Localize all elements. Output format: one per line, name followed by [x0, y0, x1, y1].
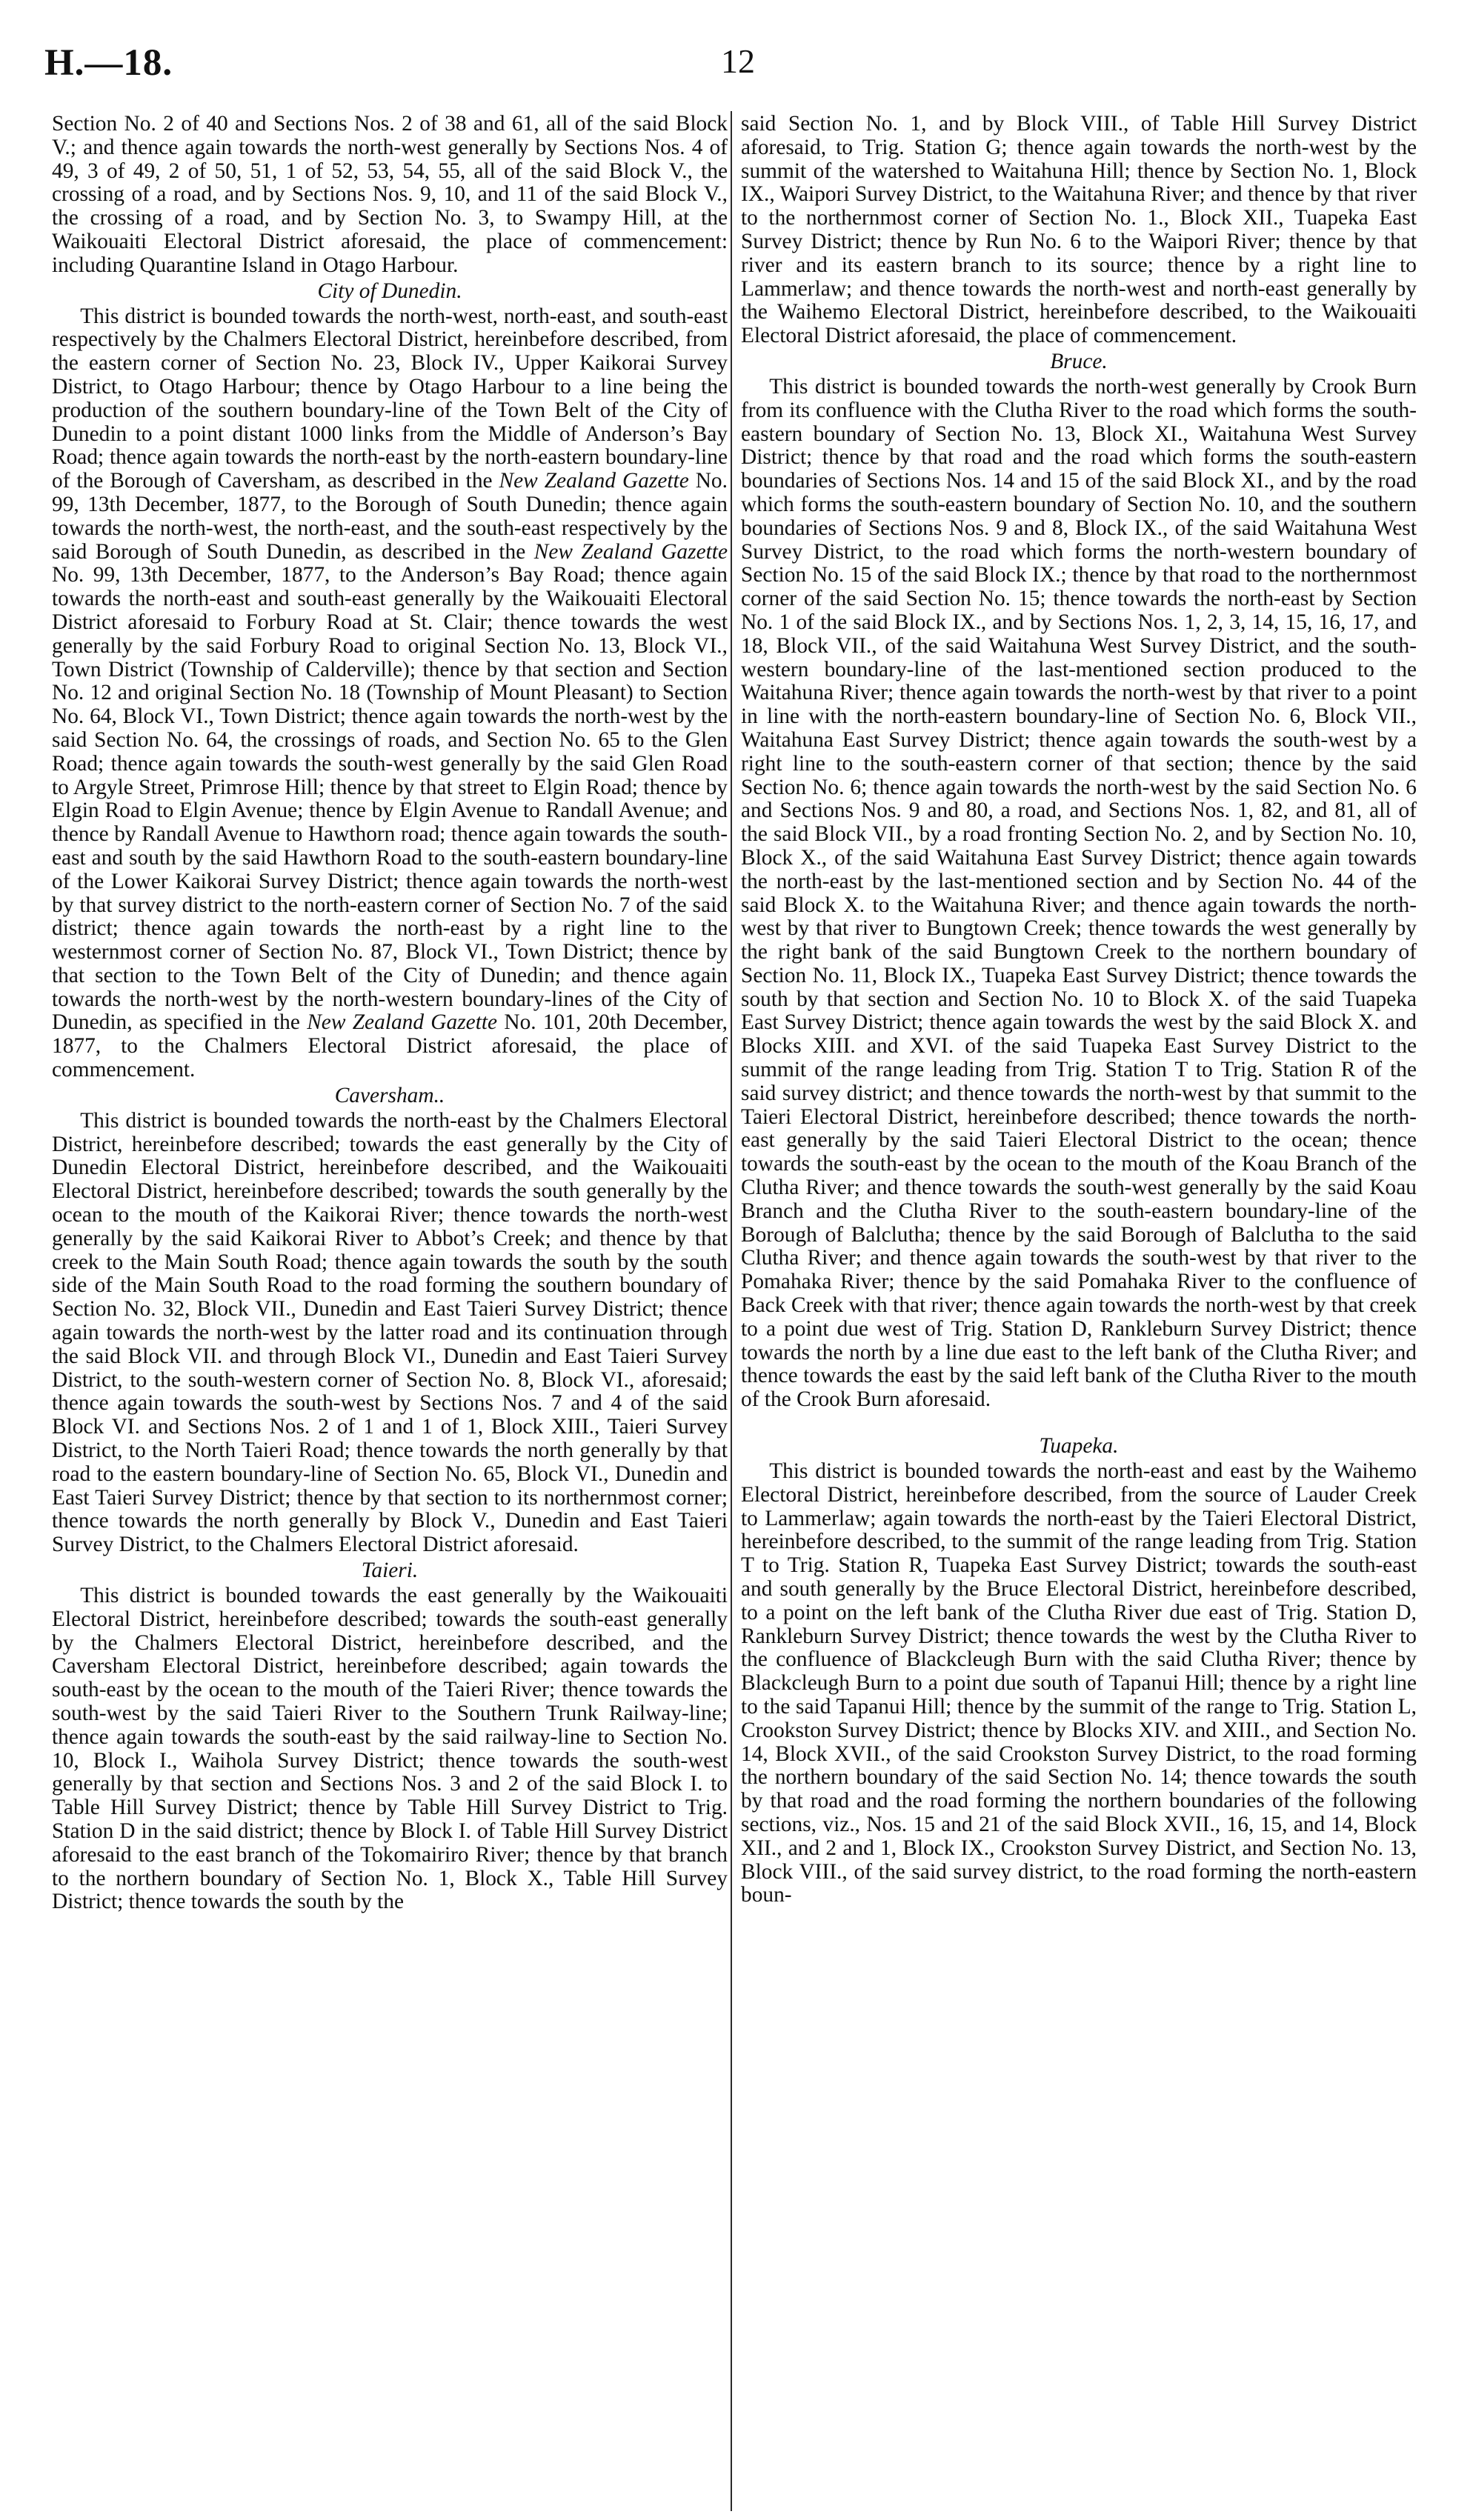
gazette-title: New Zealand Gazette [533, 539, 728, 564]
page-number: 12 [721, 42, 755, 80]
paragraph-continued: said Section No. 1, and by Block VIII., of Table Hill Survey District aforesaid, to Trig. Station G; thence again towards the north-west by the summit of the watershed to Waitahuna Hill; thence by Section No. 1, Block IX., Waipori Survey District, to the Waitahuna River; and thence by that river to the northernmost corner of Section No. 1., Block XII., Tuapeka East Survey District; thence by Run No. 6 to the Waipori River; thence by that river and its eastern branch to its source; thence by a right line to Lammerlaw; and thence towards the north-west and north-east generally by the Waihemo Electoral District, hereinbefore described, to the Waikouaiti Electoral District aforesaid, the place of commencement. [741, 112, 1417, 348]
paragraph-taieri: This district is bounded towards the east generally by the Waikouaiti Electoral District, hereinbefore described; towards the south-east generally by the Chalmers Electoral District, hereinbefore described, and the Caversham Electoral District, hereinbefore described; again towards the south-east by the ocean to the mouth of the Taieri River; thence towards the south-west by the said Taieri River to the Southern Trunk Railway-line; thence again towards the south-east by the said railway-line to Section No. 10, Block I., Waihola Survey District; thence towards the south-west generally by that section and Sections Nos. 3 and 2 of the said Block I. to Table Hill Survey District; thence by Table Hill Survey District to Trig. Station D in the said district; thence by Block I. of Table Hill Survey District aforesaid to the east branch of the Tokomairiro River; thence by that branch to the northern boundary of Section No. 1, Block X., Table Hill Survey District; thence towards the south by the [52, 1584, 728, 1914]
section-heading-city-of-dunedin: City of Dunedin. [317, 279, 462, 303]
paragraph-caversham: This district is bounded towards the north-east by the Chalmers Electoral District, hereinbefore described; towards the east generally by the City of Dunedin Electoral District, hereinbefore described, and the Waikouaiti Electoral District, hereinbefore described; towards the south generally by the ocean to the mouth of the Kaikorai River; thence towards the north-west generally by the said Kaikorai River to Abbot’s Creek; and thence by that creek to the Main South Road; thence again towards the south by the south side of the Main South Road to the road forming the southern boundary of Section No. 32, Block VII., Dunedin and East Taieri Survey District; thence again towards the north-west by the latter road and its continuation through the said Block VII. and through Block VI., Dunedin and East Taieri Survey District, to the south-western corner of Section No. 8, Block VI., aforesaid; thence again towards the south-west by Sections Nos. 7 and 4 of the said Block VI. and Sections Nos. 2 of 1 and 1 of 1, Block XIII., Taieri Survey District, to the North Taieri Road; thence towards the north generally by that road to the eastern boundary-line of Section No. 65, Block VI., Dunedin and East Taieri Survey District; thence by that section to its northernmost corner; thence towards the north generally by Block V., Dunedin and East Taieri Survey District, to the Chalmers Electoral District aforesaid. [52, 1108, 728, 1557]
text-run: No. 101, 20th December, 1877, to the Chalmers Electoral District aforesaid, the place of commencement. [52, 1010, 728, 1082]
section-heading-tuapeka: Tuapeka. [1039, 1434, 1119, 1459]
paragraph-continued: Section No. 2 of 40 and Sections Nos. 2 of 38 and 61, all of the said Block V.; and thence again towards the north-west generally by Sections Nos. 4 of 49, 3 of 49, 2 of 50, 51, 1 of 52, 53, 54, 55, all of the said Block V., the crossing of a road, and by Sections Nos. 9, 10, and 11 of the said Block V., the crossing of a road, and by Section No. 3, to Swampy Hill, at the Waikouaiti Electoral District aforesaid, the place of commencement: including Quarantine Island in Otago Harbour. [52, 112, 728, 277]
section-heading-bruce: Bruce. [1050, 349, 1108, 373]
section-heading-taieri: Taieri. [361, 1559, 419, 1583]
text-run: This district is bounded towards the north-west, north-east, and south-east respectively by the Chalmers Electoral District, hereinbefore described, from the eastern corner of Section No. 23, Block IV., Upper Kaikorai Survey District, to Otago Harbour; thence by Otago Harbour to a line being the production of the southern boundary-line of the Town Belt of the City of Dunedin to a point distant 1000 links from the Middle of Anderson’s Bay Road; thence again towards the north-east by the north-eastern boundary-line of the Borough of Caversham, as described in the [52, 304, 728, 493]
right-column [741, 113, 1417, 1907]
paragraph-city-of-dunedin [52, 305, 728, 1082]
text-run: No. 99, 13th December, 1877, to the Borough of South Dunedin; thence again towards the north-west, the north-east, and the south-east respectively by the said Borough of South Dunedin, as described in the [52, 469, 728, 564]
section-heading-caversham: Caversham.. [334, 1083, 445, 1107]
page-header [0, 0, 1470, 111]
left-column [52, 113, 728, 1914]
paragraph-tuapeka: This district is bounded towards the north-east and east by the Waihemo Electoral District, hereinbefore described, from the source of Lauder Creek to Lammerlaw; again towards the north-east by the Taieri Electoral District, hereinbefore described, to the summit of the range leading from Trig. Station T to Trig. Station R, Tuapeka East Survey District; towards the south-east and south generally by the Bruce Electoral District, hereinbefore described, to a point on the left bank of the Clutha River due east of Trig. Station D, Rankleburn Survey District; thence towards the west by the Clutha River to the confluence of Blackcleugh Burn with the said Clutha River; thence by Blackcleugh Burn to a point due south of Tapanui Hill; thence by a right line to the said Tapanui Hill; thence by the summit of the range to Trig. Station L, Crookston Survey District; thence by Blocks XIV. and XIII., and Section No. 14, Block XVII., of the said Crookston Survey District, to the road forming the northern boundary of the said Section No. 14; thence towards the south by that road and the road forming the northern boundaries of the following sections, viz., Nos. 15 and 21 of the said Block XVII., 16, 15, and 14, Block XII., and 2 and 1, Block IX., Crookston Survey District, and Section No. 13, Block VIII., of the said survey district, to the road forming the north-eastern boun- [741, 1459, 1417, 1907]
gazette-title: New Zealand Gazette [499, 469, 689, 493]
gazette-title: New Zealand Gazette [307, 1010, 498, 1035]
page-reference: H.—18. [44, 42, 173, 84]
paragraph-bruce: This district is bounded towards the north-west generally by Crook Burn from its confluence with the Clutha River to the road which forms the south-eastern boundary of Section No. 13, Block XI., Waitahuna West Survey District; thence by that road and the road which forms the south-eastern boundaries of Sections Nos. 14 and 15 of the said Block XI., and by the road which forms the south-eastern boundary of Section No. 10, and the southern boundaries of Sections Nos. 9 and 8, Block IX., of the said Waitahuna West Survey District, to the road which forms the north-western boundary of Section No. 15 of the said Block IX.; thence by that road to the northernmost corner of the said Section No. 15; thence towards the north-east by Section No. 1 of the said Block IX., and by Sections Nos. 1, 2, 3, 14, 15, 16, 17, and 18, Block VII., of the said Waitahuna West Survey District, and the south-western boundary-line of the last-mentioned section produced to the Waitahuna River; thence again towards the north-west by that river to a point in line with the north-eastern boundary-line of Section No. 6, Block VII., Waitahuna East Survey District; thence again towards the south-west by a right line to the south-eastern corner of that section; thence by the said Section No. 6; thence again towards the north-west by the said Section No. 6 and Sections Nos. 9 and 80, a road, and Sections Nos. 1, 82, and 81, all of the said Block VII., by a road fronting Section No. 2, and by Section No. 10, Block X., of the said Waitahuna East Survey District; thence again towards the north-east by the last-mentioned section and by Section No. 44 of the said Block X. to the Waitahuna River; and thence again towards the north-west by that river to Bungtown Creek; thence towards the west generally by the right bank of the said Bungtown Creek to the northern boundary of Section No. 11, Block IX., Tuapeka East Survey District; thence towards the south by that section and Section No. 10 to Block X. of the said Tuapeka East Survey District; thence again towards the west by the said Block X. and Blocks XIII. and XVI. of the said Tuapeka East Survey District to the summit of the range leading from Trig. Station T to Trig. Station R of the said survey district; and thence towards the north-west by that summit to the Taieri Electoral District, hereinbefore described; thence towards the north-east generally by the said Taieri Electoral District to the ocean; thence towards the south-east by the ocean to the mouth of the Koau Branch of the Clutha River; and thence towards the south-west generally by the said Koau Branch and the Clutha River to the south-eastern boundary-line of the Borough of Balclutha; thence by the said Borough of Balclutha to the said Clutha River; and thence again towards the south-west by that river to the Pomahaka River; thence by the said Pomahaka River to the confluence of Back Creek with that river; thence again towards the north-west by that creek to a point due west of Trig. Station D, Rankleburn Survey District; thence towards the north by a line due east to the left bank of the Clutha River; and thence towards the east by the said left bank of the Clutha River to the mouth of the Crook Burn aforesaid. [741, 374, 1417, 1412]
column-divider [731, 111, 732, 2511]
text-run: No. 99, 13th December, 1877, to the Anderson’s Bay Road; thence again towards the north-east and south-east generally by the Waikouaiti Electoral District aforesaid to Forbury Road at St. Clair; thence towards the west generally by the said Forbury Road to original Section No. 13, Block VI., Town District (Township of Calderville); thence by that section and Section No. 12 and original Section No. 18 (Township of Mount Pleasant) to Section No. 64, Block VI., Town District; thence again towards the north-west by the said Section No. 64, the crossings of roads, and Section No. 65 to the Glen Road; thence again towards the south-west generally by the said Glen Road to Argyle Street, Primrose Hill; thence by that street to Elgin Road; thence by Elgin Road to Elgin Avenue; thence by Elgin Avenue to Randall Avenue; and thence by Randall Avenue to Hawthorn road; thence again towards the south-east and south by the said Hawthorn Road to the south-eastern boundary-line of the Lower Kaikorai Survey District; thence again towards the north-west by that survey district to the north-eastern corner of Section No. 7 of the said district; thence again towards the north-east by a right line to the westernmost corner of Section No. 87, Block VI., Town District; thence by that section to the Town Belt of the City of Dunedin; and thence again towards the north-west by the north-western boundary-lines of the City of Dunedin, as specified in the [52, 563, 728, 1035]
